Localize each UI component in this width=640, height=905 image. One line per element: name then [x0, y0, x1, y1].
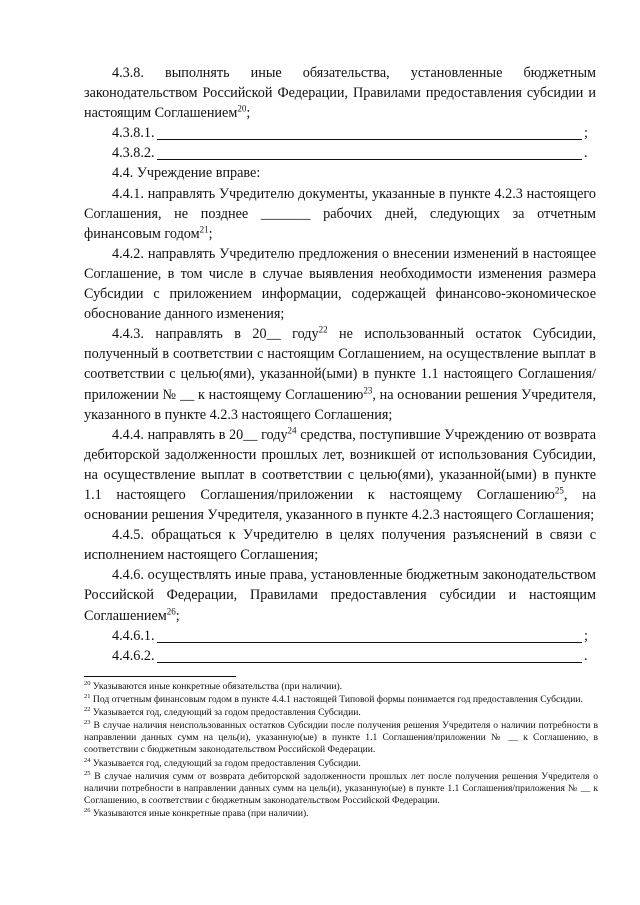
punctuation: . [584, 145, 588, 162]
clause-text: , на основании решения Учредителя, указанного в пункте 4.2.3 настоящего Соглашения; [84, 486, 596, 524]
clause-text: , на основании решения Учредителя, указанного в пункте 4.2.3 настоящего Соглашения; [84, 386, 596, 423]
footnote-ref[interactable]: 23 [363, 384, 373, 395]
footnote-22 [84, 707, 598, 719]
footnote-number: 24 [84, 756, 91, 764]
clause-4-3-8 [84, 63, 596, 123]
punctuation: . [584, 647, 588, 664]
blank-fill-field[interactable] [157, 125, 582, 140]
blank-fill-field[interactable] [157, 145, 582, 160]
footnote-number: 23 [84, 719, 91, 727]
footnote-23 [84, 720, 598, 756]
blank-days-field[interactable]: _______ [260, 205, 311, 222]
clause-number: 4.4.6.2. [112, 647, 155, 664]
clause-4-4-4 [84, 425, 596, 525]
footnote-number: 21 [84, 692, 91, 700]
clause-text: выполнять иные обязательства, установленные бюджетным законодательством Российской Федерации, Правилами предоставления субсидии и настоящим Соглашением [84, 65, 596, 122]
footnote-24 [84, 758, 598, 770]
footnote-text: Указываются иные конкретные обязательства (при наличии). [90, 681, 343, 692]
footnote-number: 26 [84, 806, 91, 814]
fill-line-4-3-8-1 [84, 123, 596, 143]
footnote-ref[interactable]: 24 [287, 424, 297, 435]
footnotes [84, 681, 598, 821]
clause-text: 4.4.4. направлять в 20__ году [112, 426, 288, 443]
footnote-text: Указываются иные конкретные права (при наличии). [90, 807, 309, 819]
punctuation: ; [175, 607, 180, 624]
fill-line-4-4-6-1 [84, 626, 596, 646]
footnote-20 [84, 681, 598, 693]
clause-text: средства, поступившие Учреждению от возврата дебиторской задолженности прошлых лет, возникшей от использования Субсидии, на осуществление выплат в соответствии с целью(ями), указанной(ыми) в пункте 1.1 настоящего Соглашения/приложении к настоящему Соглашению [84, 426, 596, 503]
blank-fill-field[interactable] [157, 648, 582, 663]
footnote-number: 20 [84, 679, 91, 687]
clause-4-4-3 [84, 324, 596, 424]
clause-number: 4.3.8. [112, 65, 144, 81]
clause-4-4-1 [84, 184, 596, 244]
footnote-26 [84, 808, 598, 820]
clause-4-4-6 [84, 565, 596, 625]
footnote-text: В случае наличия неиспользованных остатков Субсидии после получения решения Учредителя о наличии потребности в направлении данных сумм на цель(и), указанную(ые) в пункте 1.1 Соглашения/приложении № __ к Соглашению, в соответствии с бюджетным законодательством Российской Федерации. [84, 720, 598, 756]
footnote-text: Указывается год, следующий за годом предоставления Субсидии. [90, 757, 361, 769]
clause-text: 4.4.3. направлять в 20__ году [112, 326, 319, 343]
clause-number: 4.3.8.2. [112, 145, 155, 162]
blank-fill-field[interactable] [157, 628, 582, 643]
footnote-21 [84, 694, 598, 706]
clause-number: 4.3.8.1. [112, 125, 155, 142]
footnote-text: Под отчетным финансовым годом в пункте 4.4.1 настоящей Типовой формы понимается год предоставления Субсидии. [90, 694, 583, 706]
footnote-text: Указывается год, следующий за годом предоставления Субсидии. [90, 707, 361, 719]
clause-text: не использованный остаток Субсидии, полученный в соответствии с настоящим Соглашением, на осуществление выплат в соответствии с целью(ями), указанной(ыми) в пункте 1.1 настоящего Соглашения/приложении № __ к настоящему Соглашению [84, 326, 596, 403]
punctuation: ; [584, 627, 588, 644]
punctuation: ; [246, 105, 251, 122]
document-body [84, 63, 596, 666]
clause-text: 4.4.1. направлять Учредителю документы, указанные в пункте 4.2.3 настоящего Соглашения, не позднее [84, 185, 596, 222]
clause-text: 4.4.6. осуществлять иные права, установленные бюджетным законодательством Российской Федерации, Правилами предоставления субсидии и настоящим Соглашением [84, 567, 596, 624]
footnote-text: В случае наличия сумм от возврата дебиторской задолженности прошлых лет после получения решения Учредителя о наличии потребности в направлении данных сумм на цель(и), указанную(ые) в пункте 1.1 Соглашения/приложения № __ к Соглашению, в соответствии с бюджетным законодательством Российской Федерации. [84, 770, 598, 806]
clause-4-4-2: 4.4.2. направлять Учредителю предложения о внесении изменений в настоящее Соглашение, в том числе в случае выявления необходимости изменения размера Субсидии с приложением информации, содержащей финансово-экономическое обоснование данного изменения; [84, 245, 596, 323]
punctuation: ; [208, 225, 213, 242]
footnote-ref[interactable]: 20 [237, 103, 247, 114]
fill-line-4-3-8-2 [84, 143, 596, 163]
footnote-number: 22 [84, 706, 91, 713]
footnote-ref[interactable]: 26 [166, 605, 176, 616]
punctuation: ; [584, 125, 588, 142]
clause-4-4-5: 4.4.5. обращаться к Учредителю в целях получения разъяснений в связи с исполнением настоящего Соглашения; [84, 527, 596, 564]
clause-4-4: 4.4. Учреждение вправе: [112, 165, 261, 182]
footnote-separator [84, 676, 236, 677]
footnote-25 [84, 771, 598, 807]
footnote-ref[interactable]: 25 [554, 485, 564, 496]
footnote-number: 25 [84, 769, 91, 777]
footnote-ref[interactable]: 21 [199, 224, 209, 235]
clause-text: рабочих дней, следующих за отчетным финансовым годом [84, 205, 596, 242]
footnote-ref[interactable]: 22 [318, 324, 328, 335]
clause-number: 4.4.6.1. [112, 627, 155, 644]
fill-line-4-4-6-2 [84, 646, 596, 666]
